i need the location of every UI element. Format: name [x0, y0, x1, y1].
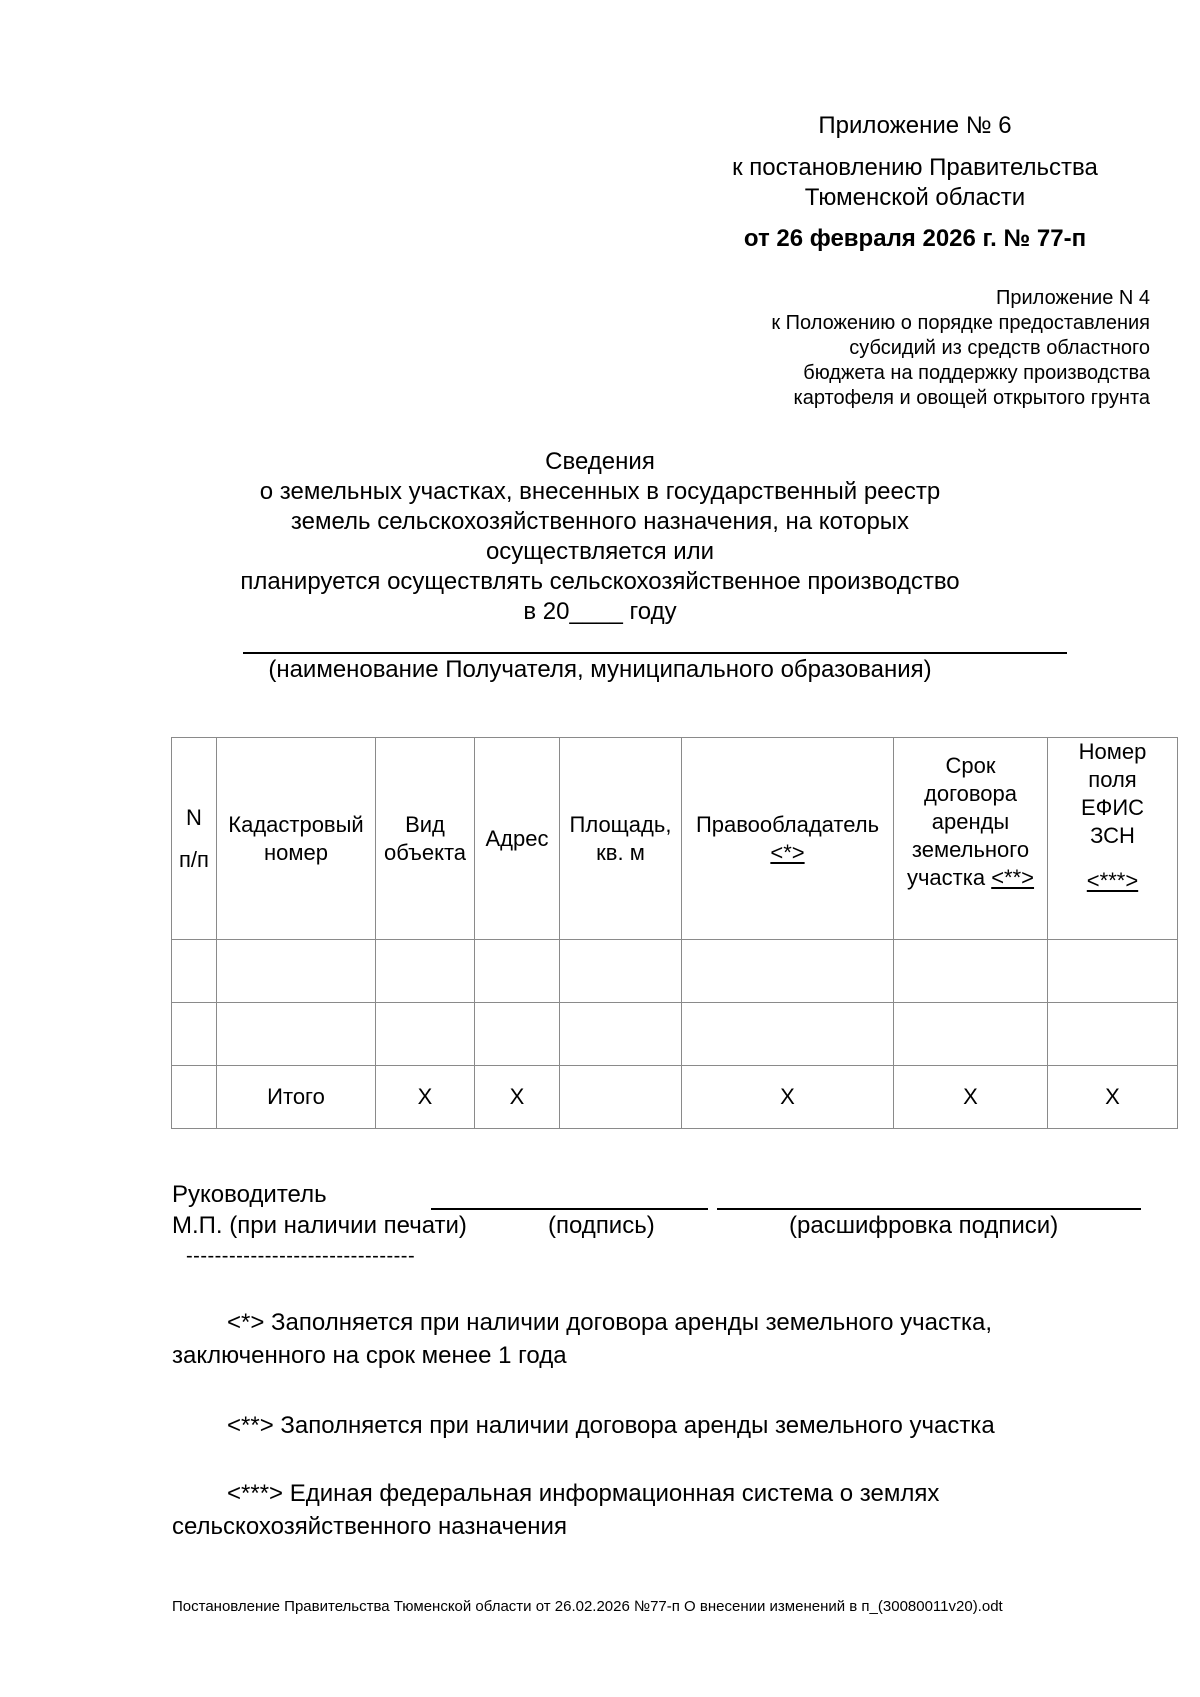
header-address: Адрес [475, 738, 560, 940]
document-title [150, 447, 1050, 627]
table-cell[interactable] [560, 1003, 682, 1066]
table-cell[interactable] [217, 1003, 376, 1066]
appendix-4-number: Приложение N 4 [996, 287, 1150, 309]
table-cell[interactable] [1048, 1003, 1178, 1066]
appendix-4-line-5: картофеля и овощей открытого грунта [793, 387, 1150, 409]
title-line-1: Сведения [545, 448, 655, 475]
appendix-6-number: Приложение № 6 [818, 112, 1012, 139]
total-term-x: X [894, 1066, 1048, 1129]
table-total-row [172, 1066, 1178, 1129]
total-label: Итого [217, 1066, 376, 1129]
appendix-6-date-number: от 26 февраля 2026 г. № 77-п [743, 225, 1087, 252]
table-cell[interactable] [376, 940, 475, 1003]
seal-label: М.П. (при наличии печати) [172, 1212, 467, 1239]
table-cell[interactable] [1048, 940, 1178, 1003]
table-cell[interactable] [894, 1003, 1048, 1066]
table-cell[interactable] [682, 1003, 894, 1066]
appendix-6-header [700, 111, 1130, 254]
title-line-4: осуществляется или [485, 538, 715, 565]
owner-footnote-ref: <*> [770, 839, 805, 865]
title-line-6: в 20____ году [523, 598, 677, 625]
table-cell[interactable] [682, 940, 894, 1003]
appendix-4-line-4: бюджета на поддержку производства [803, 362, 1150, 384]
table-cell[interactable] [172, 1003, 217, 1066]
title-line-5: планируется осуществлять сельскохозяйственное производство [240, 568, 960, 595]
table-cell[interactable] [475, 940, 560, 1003]
table-header-row [172, 738, 1178, 940]
footnote-1: <*> Заполняется при наличии договора аренды земельного участка, заключенного на срок менее 1 года [172, 1309, 993, 1369]
signature-head-label: Руководитель [172, 1181, 327, 1208]
table-cell [172, 1066, 217, 1129]
total-area-cell[interactable] [560, 1066, 682, 1129]
table-row [172, 940, 1178, 1003]
total-owner-x: X [682, 1066, 894, 1129]
appendix-6-region: Тюменской области [804, 184, 1026, 211]
header-area: Площадь, кв. м [560, 738, 682, 940]
footnote-2: <**> Заполняется при наличии договора аренды земельного участка [227, 1412, 995, 1439]
table-cell[interactable] [217, 940, 376, 1003]
document-footer: Постановление Правительства Тюменской области от 26.02.2026 №77-п О внесении изменений в п_(30080011v20).odt [172, 1598, 1003, 1615]
header-object-type: Вид объекта [376, 738, 475, 940]
title-line-2: о земельных участках, внесенных в государственный реестр [259, 478, 941, 505]
table-cell[interactable] [560, 940, 682, 1003]
table-cell[interactable] [172, 940, 217, 1003]
header-efis-field: Номер поля ЕФИС ЗСН <***> [1048, 738, 1178, 940]
signature-caption: (подпись) [548, 1212, 655, 1239]
table-cell[interactable] [376, 1003, 475, 1066]
header-number: N п/п [172, 738, 217, 940]
table-cell[interactable] [475, 1003, 560, 1066]
table-cell[interactable] [894, 940, 1048, 1003]
header-owner: Правообладатель <*> [682, 738, 894, 940]
recipient-caption: (наименование Получателя, муниципального образования) [268, 656, 932, 683]
total-address-x: X [475, 1066, 560, 1129]
footnote-separator: -------------------------------- [186, 1245, 416, 1267]
title-line-3: земель сельскохозяйственного назначения, на которых [290, 508, 910, 535]
table-row [172, 1003, 1178, 1066]
footnote-3: <***> Единая федеральная информационная система о землях сельскохозяйственного назначения [172, 1480, 940, 1540]
term-footnote-ref: <**> [991, 865, 1035, 890]
appendix-6-to-resolution: к постановлению Правительства [732, 154, 1098, 181]
field-footnote-ref: <***> [1086, 868, 1139, 893]
total-field-x: X [1048, 1066, 1178, 1129]
signature-decoding-caption: (расшифровка подписи) [789, 1212, 1059, 1239]
header-cadastral-number: Кадастровый номер [217, 738, 376, 940]
recipient-fill-line [243, 652, 1067, 654]
total-type-x: X [376, 1066, 475, 1129]
land-plots-table [171, 737, 1178, 1129]
appendix-4-line-2: к Положению о порядке предоставления [771, 312, 1150, 334]
appendix-4-line-3: субсидий из средств областного [849, 337, 1150, 359]
header-lease-term: Срок договора аренды земельного участка <**> [894, 738, 1048, 940]
appendix-4-header [640, 286, 1150, 411]
